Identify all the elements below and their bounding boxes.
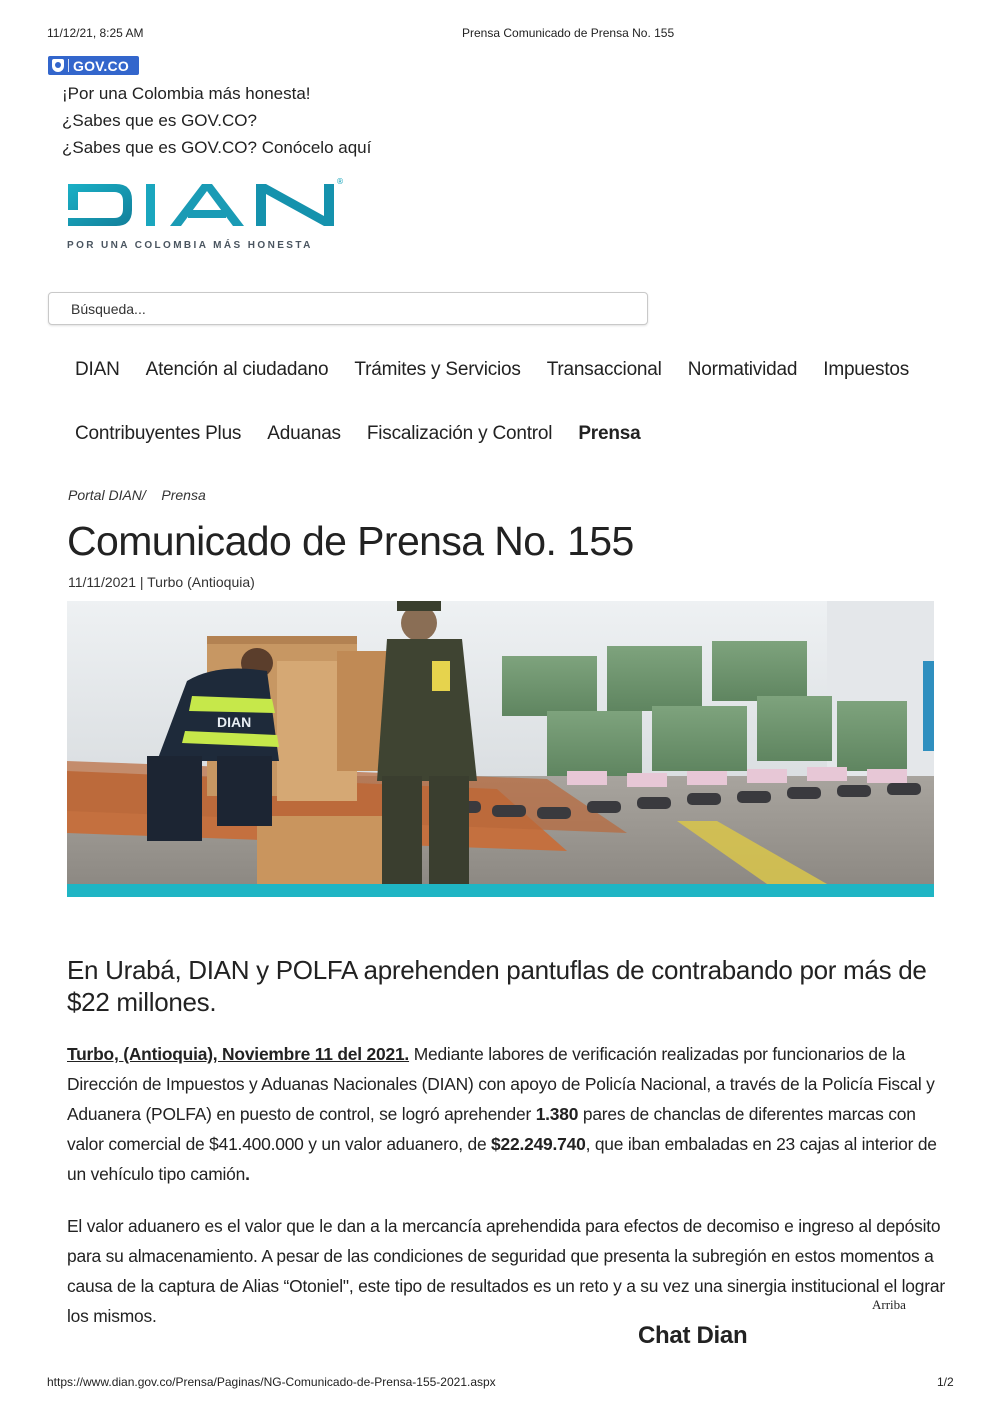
p1-text-3: , que iban embaladas en 23 cajas al interior de un vehículo tipo camión [67, 1134, 937, 1184]
registered-mark: ® [336, 177, 344, 186]
breadcrumb-prensa-link[interactable]: Prensa [161, 487, 206, 503]
article-paragraph-2: El valor aduanero es el valor que le dan a la mercancía aprehendida para efectos de decomiso e ingreso al depósito para su almacenamiento. A pesar de las condiciones de seguridad que presenta la subregión en estos momentos a causa de la captura de Alias “Otoniel", este tipo de resultados es un reto y a su vez una sinergia institucional el lograr los mismos. [67, 1216, 945, 1326]
nav-item-transaccional[interactable]: Transaccional [546, 359, 662, 380]
p1-text-2: pares de chanclas de diferentes marcas con valor comercial de $41.400.000 y un valor aduanero, de [67, 1104, 916, 1154]
breadcrumb [68, 487, 206, 503]
print-page-number: 1/2 [937, 1375, 954, 1389]
nav-item-atencion[interactable]: Atención al ciudadano [145, 359, 329, 380]
p1-text-1: Mediante labores de verificación realizadas por funcionarios de la Dirección de Impuestos y Aduanas Nacionales (DIAN) con apoyo de Policía Nacional, a través de la Policía Fiscal y Aduanera (POLFA) en puesto de control, se logró aprehender [67, 1044, 935, 1124]
main-nav-row-1 [62, 359, 922, 381]
vest-dian-text: DIAN [217, 714, 252, 730]
gov-slogan: ¡Por una Colombia más honesta! [62, 84, 311, 103]
back-to-top-link[interactable]: Arriba [872, 1297, 906, 1312]
gov-know-more-link[interactable]: ¿Sabes que es GOV.CO? Conócelo aquí [62, 138, 372, 157]
p1-pairs-count: 1.380 [535, 1104, 579, 1124]
colombia-shield-icon [52, 59, 64, 72]
gov-question: ¿Sabes que es GOV.CO? [62, 111, 257, 130]
dian-wordmark-svg [66, 176, 348, 236]
main-nav-row-2 [62, 423, 654, 445]
nav-item-normatividad[interactable]: Normatividad [687, 359, 798, 380]
breadcrumb-portal-link[interactable]: Portal DIAN/ [68, 487, 146, 503]
article-photo [67, 601, 934, 897]
search-input[interactable] [48, 292, 648, 325]
print-url: https://www.dian.gov.co/Prensa/Paginas/NG-Comunicado-de-Prensa-155-2021.aspx [47, 1375, 496, 1389]
p1-customs-value: $22.249.740 [491, 1134, 586, 1154]
page-title: Comunicado de Prensa No. 155 [67, 518, 634, 564]
p1-period: . [245, 1164, 250, 1184]
nav-item-prensa[interactable]: Prensa [578, 423, 641, 444]
photo-illustration [67, 601, 934, 897]
chat-dian-button[interactable]: Chat Dian [638, 1322, 748, 1349]
print-datetime: 11/12/21, 8:25 AM [47, 26, 144, 40]
badge-divider [68, 59, 69, 72]
nav-item-aduanas[interactable]: Aduanas [267, 423, 341, 444]
article-date-location: 11/11/2021 | Turbo (Antioquia) [68, 574, 255, 590]
print-page-title: Prensa Comunicado de Prensa No. 155 [462, 26, 675, 40]
nav-item-tramites[interactable]: Trámites y Servicios [354, 359, 521, 380]
article-headline: En Urabá, DIAN y POLFA aprehenden pantuflas de contrabando por más de $22 millones. [67, 955, 927, 1017]
dian-tagline: POR UNA COLOMBIA MÁS HONESTA [67, 240, 313, 251]
dateline: Turbo, (Antioquia), Noviembre 11 del 2021. [67, 1044, 410, 1064]
nav-item-fiscalizacion[interactable]: Fiscalización y Control [366, 423, 553, 444]
nav-item-contribuyentes[interactable]: Contribuyentes Plus [75, 423, 242, 444]
article-paragraph-1 [67, 1039, 947, 1189]
gov-co-label: GOV.CO [73, 57, 129, 74]
nav-item-impuestos[interactable]: Impuestos [823, 359, 910, 380]
nav-item-dian[interactable]: DIAN [75, 359, 120, 380]
gov-co-badge[interactable] [48, 56, 139, 75]
